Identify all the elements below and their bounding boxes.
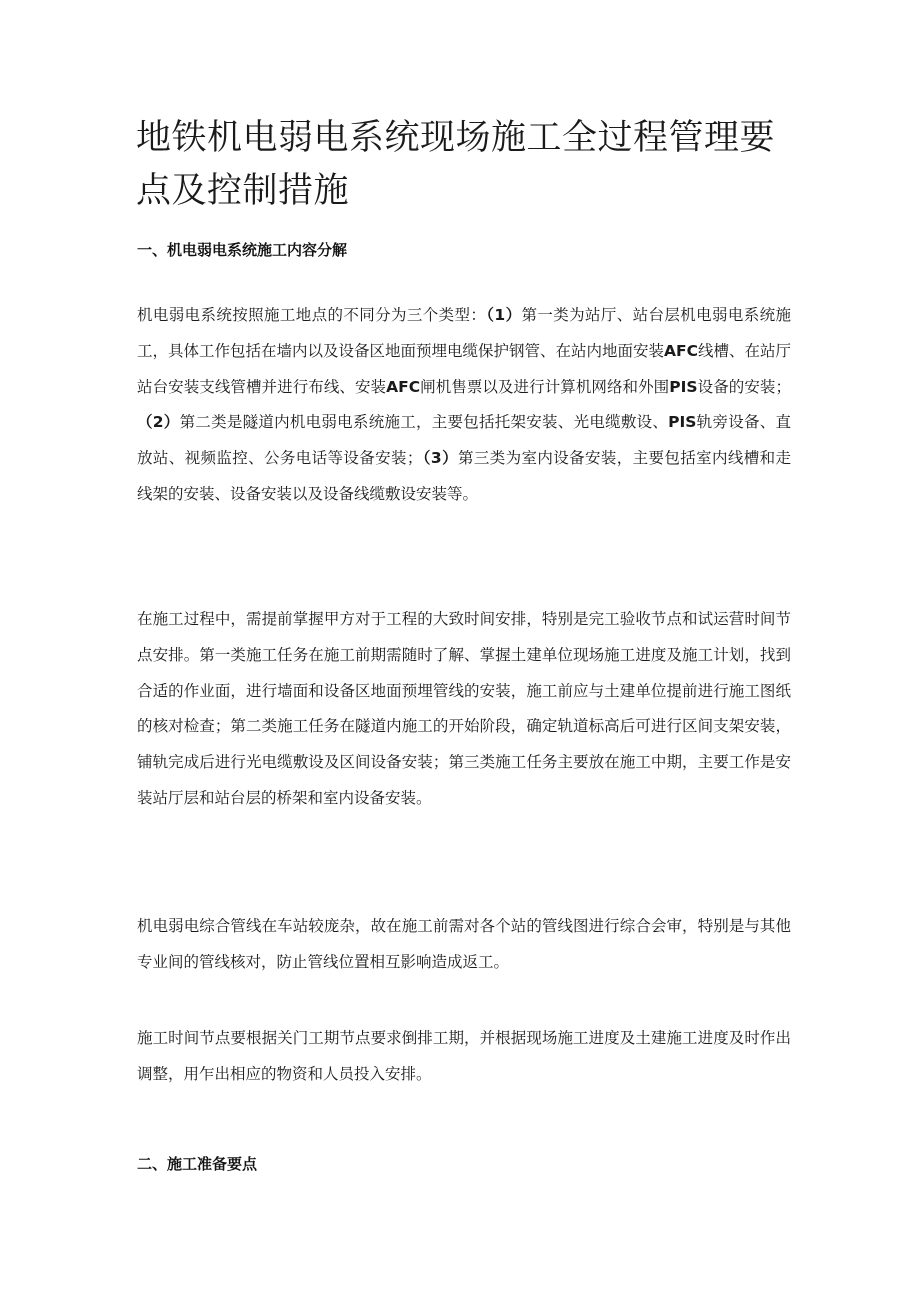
section-heading-2: 二、施工准备要点 xyxy=(137,1155,258,1173)
document-title: 地铁机电弱电系统现场施工全过程管理要点及控制措施 xyxy=(136,118,776,211)
section-heading-1: 一、机电弱电系统施工内容分解 xyxy=(137,241,348,259)
paragraph-2: 在施工过程中，需提前掌握甲方对于工程的大致时间安排，特别是完工验收节点和试运营时间节点安排。第一类施工任务在施工前期需随时了解、掌握土建单位现场施工进度及施工计划，找到合适的作业面，进行墙面和设备区地面预埋管线的安装，施工前应与土建单位提前进行施工图纸的核对检查；第二类施工任务在隧道内施工的开始阶段，确定轨道标高后可进行区间支架安装，铺轨完成后进行光电缆敷设及区间设备安装；第三类施工任务主要放在施工中期，主要工作是安装站厅层和站台层的桥架和室内设备安装。 xyxy=(137,610,791,807)
emphasis-token: PIS xyxy=(668,413,697,432)
paragraph-4: 施工时间节点要根据关门工期节点要求倒排工期，并根据现场施工进度及土建施工进度及时作出调整，用乍出相应的物资和人员投入安排。 xyxy=(137,1029,791,1083)
paragraph-1: 机电弱电系统按照施工地点的不同分为三个类型：（1）第一类为站厅、站台层机电弱电系统施工，具体工作包括在墙内以及设备区地面预埋电缆保护钢管、在站内地面安装AFC线槽、在站厅站台安装支线管槽并进行布线、安装AFC闸机售票以及进行计算机网络和外围PIS设备的安装；（2）第二类是隧道内机电弱电系统施工，主要包括托架安装、光电缆敷设、PIS轨旁设备、直放站、视频监控、公务电话等设备安装；（3）第三类为室内设备安装，主要包括室内线槽和走线架的安装、设备安装以及设备线缆敷设安装等。 xyxy=(137,306,791,503)
emphasis-token: PIS xyxy=(669,377,698,396)
emphasis-token: AFC xyxy=(664,341,698,360)
emphasis-token: AFC xyxy=(386,377,421,396)
emphasis-token: （3） xyxy=(422,449,458,468)
emphasis-token: （2） xyxy=(137,413,180,432)
paragraph-3: 机电弱电综合管线在车站较庞杂，故在施工前需对各个站的管线图进行综合会审，特别是与其他专业间的管线核对，防止管线位置相互影响造成返工。 xyxy=(137,917,791,971)
emphasis-token: （1） xyxy=(486,306,522,324)
